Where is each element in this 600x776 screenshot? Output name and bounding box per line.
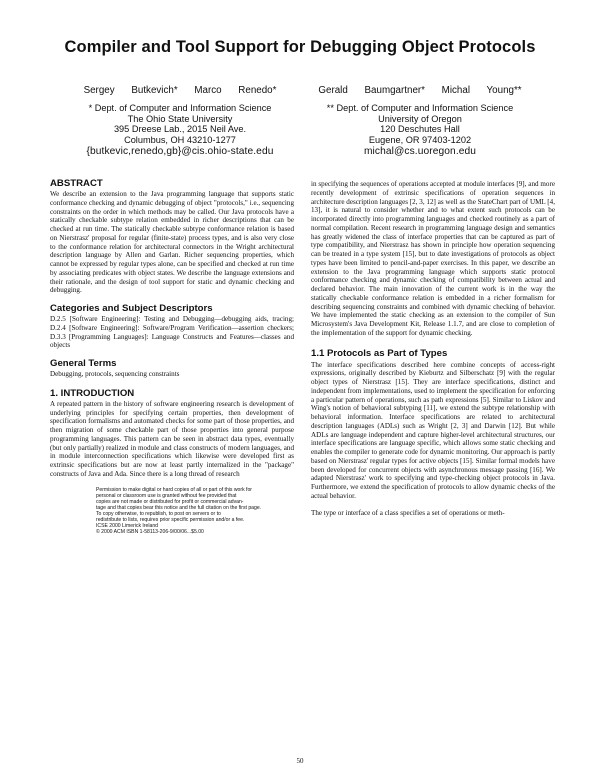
affiliation-line: * Dept. of Computer and Information Science [88, 103, 272, 114]
left-column [50, 178, 294, 535]
right-column [311, 180, 555, 517]
page-number: 50 [296, 757, 304, 765]
author-block-right [300, 86, 540, 157]
permission-line: personal or classroom use is granted without fee provided that [96, 492, 237, 499]
permission-line: Permission to make digital or hard copies of all or part of this work for [96, 486, 252, 493]
section-1-1-heading: 1.1 Protocols as Part of Types [311, 347, 448, 359]
introduction-heading: 1. INTRODUCTION [50, 387, 135, 399]
introduction-text: A repeated pattern in the history of software engineering research is development of underlying principles for specifying certain properties, then development of specification formalisms and automated checks for some part of those properties, and then migration of some checkable part of those properties into general purpose programming languages. This pattern can be seen in abstract data types, eventually (but only partially) realized in module and class constructs of modern languages, and in module interconnection specifications which likewise were developed first as extrinsic specifications but are now at least partly internalized in the "package" constructs of Java and Ada. Since there is a long thread of research [50, 399, 294, 478]
categories-text: D.2.5 [Software Engineering]: Testing and Debugging—debugging aids, tracing; D.2.4 [Software Engineering]: Software/Program Verification—assertion checkers; D.3.3 [Programming Languages]: Language Constructs and Features—classes and objects [50, 315, 294, 350]
abstract-text: We describe an extension to the Java programming language that supports static conformance checking and dynamic debugging of object "protocols," i.e., sequencing constraints on the order in which methods may be called. Our Java protocols have a statically checkable subtype relation embedded in richer descriptions that can be checked at run time. The statically checkable subtype conformance relation is based on Nierstrasz' proposal for regular (finite-state) process types, and is also very close to the conformance relation for architectural connectors in the Wright architectural description language by Allen and Garlan. Richer sequencing properties, which cannot be expressed by regular types alone, can be specified and checked at run time by associating predicates with object states. We describe the language extensions and their rationale, and the design of tool support for static and dynamic checking and debugging. [50, 190, 294, 295]
permission-line: tage and that copies bear this notice and the full citation on the first page. [96, 504, 262, 511]
affiliation-line: The Ohio State University [127, 113, 233, 124]
permission-line: redistribute to lists, requires prior specific permission and/or a fee. [96, 516, 245, 523]
introduction-continued-text: in specifying the sequences of operations accepted at module interfaces [9], and more recently development of extrinsic specifications of operation sequences in architecture description languages [2, 3, 12] as well as the StateChart part of UML [4, 13], it is natural to consider whether and to what extent such protocols can be incorporated directly into programming languages and checked routinely as a part of normal compilation. Recent research in programming language design and semantics has greatly widened the class of interface properties that can be captured as part of type compatibility, and Nierstrasz has shown in principle how operation sequencing can be treated in a type system [15], but to date investigations of protocols as object types have been limited to pencil-and-paper exercises. In this paper, we describe an extension to the Java programming language which supports static protocol conformance checking and dynamic checking of compatibility between actual and declared behavior. The main innovation of the current work is in the way the statically checkable conformance relation is embedded in a richer formalism for describing sequencing constraints and combined with dynamic checking of behavior. We have implemented the static checking as an extension to the compiler of Sun Microsystem's Java Development Kit, Release 1.1.7, and are close to completion of the implementation of the support for dynamic checking. [311, 180, 555, 337]
affiliation-line: 120 Deschutes Hall [380, 124, 460, 135]
section-1-1-text: The interface specifications described here combine concepts of access-right expressions, originally described by Kieburtz and Silberschatz [9] with the regular object types of Nierstrasz [15]. They are interface specifications, distinct and independent from implementations, used to implement the specification for enforcing a particular pattern of operations, such as path expressions [5]. Similar to Liskov and Wing's notion of behavioral subtyping [11], we extend the subtype relationship with behavioral information. Interface specifications are related to architectural description languages (ADLs) such as Wright [2, 3] and Darwin [12]. But while ADLs are language independent and capture higher-level architectural structures, our interface specifications are language specific, which allows some static checking and enables the compiler to generate code for dynamic monitoring. Our approach is partly based on Nierstrasz' regular types for active objects [15]. Similar formal models have been developed for concurrent objects with asynchronous message passing [16]. We adapted Nierstrasz' work to specifying and type-checking object protocols in Java. Furthermore, we extend the specification of protocols to allow dynamic checks of the actual behavior. [311, 360, 555, 500]
categories-heading: Categories and Subject Descriptors [50, 303, 213, 314]
permission-line: To copy otherwise, to republish, to post on servers or to [96, 510, 221, 517]
affiliation-line: Eugene, OR 97403-1202 [368, 134, 472, 145]
general-terms-heading: General Terms [50, 358, 117, 369]
author-email: michal@cs.uoregon.edu [363, 146, 477, 158]
section-1-1-continuation: The type or interface of a class specifies a set of operations or meth- [311, 508, 505, 517]
author-email: {butkevic,renedo,gb}@cis.ohio-state.edu [86, 146, 274, 158]
abstract-heading: ABSTRACT [50, 178, 103, 189]
affiliation-line: 395 Dreese Lab., 2015 Neil Ave. [113, 124, 247, 135]
affiliation-line: Columbus, OH 43210-1277 [124, 134, 236, 145]
author-names: Gerald Baumgartner* Michal Young** [318, 85, 522, 96]
permission-notice [50, 487, 294, 536]
permission-line: ICSE 2000 Limerick Ireland [96, 523, 159, 530]
affiliation-line: University of Oregon [378, 113, 462, 124]
affiliation-line: ** Dept. of Computer and Information Science [326, 103, 514, 114]
permission-line: © 2000 ACM ISBN 1-58113-206-9/00/06...$5.00 [96, 529, 204, 536]
author-names: Sergey Butkevich* Marco Renedo* [83, 85, 277, 96]
general-terms-text: Debugging, protocols, sequencing constraints [50, 370, 180, 378]
permission-line: copies are not made or distributed for profit or commercial advan- [96, 498, 244, 505]
paper-title: Compiler and Tool Support for Debugging Object Protocols [64, 38, 536, 56]
author-block-left [60, 86, 300, 157]
